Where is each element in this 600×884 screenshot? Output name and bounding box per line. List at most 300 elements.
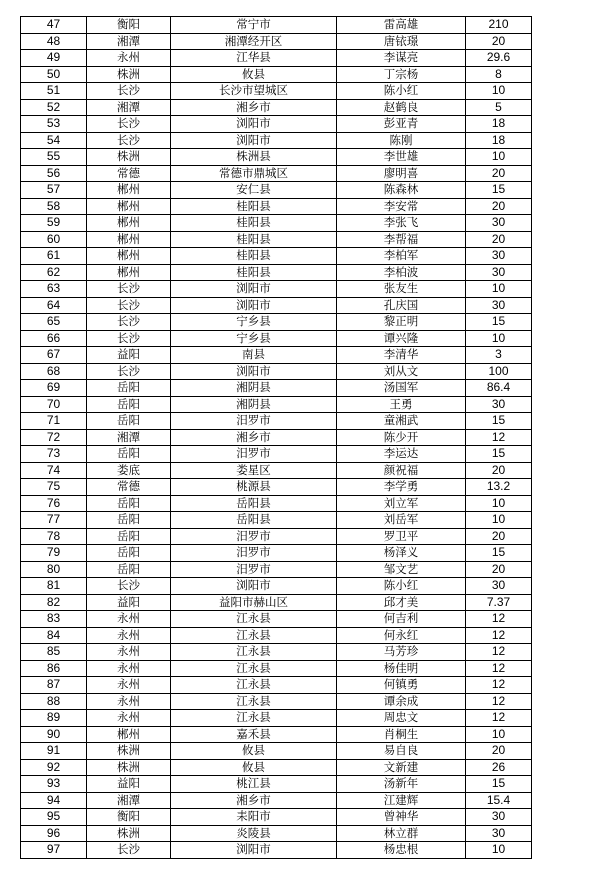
amount-cell: 10 [466,495,532,512]
row-number-cell: 54 [21,132,87,149]
table-row [21,710,532,727]
county-cell: 江永县 [171,710,337,727]
amount-cell: 30 [466,264,532,281]
row-number-cell: 84 [21,627,87,644]
row-number-cell: 51 [21,83,87,100]
table-row [21,495,532,512]
table-row [21,347,532,364]
name-cell: 颜祝福 [337,462,466,479]
table-row [21,594,532,611]
amount-cell: 30 [466,248,532,265]
amount-cell: 18 [466,116,532,133]
table-row [21,116,532,133]
amount-cell: 12 [466,660,532,677]
name-cell: 杨佳明 [337,660,466,677]
row-number-cell: 74 [21,462,87,479]
table-row [21,578,532,595]
city-cell: 永州 [87,627,171,644]
name-cell: 何吉利 [337,611,466,628]
county-cell: 娄星区 [171,462,337,479]
city-cell: 长沙 [87,842,171,859]
city-cell: 常德 [87,165,171,182]
row-number-cell: 57 [21,182,87,199]
city-cell: 长沙 [87,314,171,331]
row-number-cell: 96 [21,825,87,842]
row-number-cell: 81 [21,578,87,595]
table-row [21,149,532,166]
city-cell: 永州 [87,644,171,661]
county-cell: 江永县 [171,677,337,694]
name-cell: 雷高雄 [337,17,466,34]
county-cell: 江永县 [171,644,337,661]
table-row [21,380,532,397]
amount-cell: 12 [466,710,532,727]
amount-cell: 10 [466,512,532,529]
table-row [21,446,532,463]
county-cell: 攸县 [171,759,337,776]
name-cell: 何镇勇 [337,677,466,694]
row-number-cell: 64 [21,297,87,314]
county-cell: 湘潭经开区 [171,33,337,50]
amount-cell: 12 [466,693,532,710]
row-number-cell: 49 [21,50,87,67]
row-number-cell: 77 [21,512,87,529]
amount-cell: 86.4 [466,380,532,397]
amount-cell: 20 [466,33,532,50]
amount-cell: 15 [466,413,532,430]
county-cell: 岳阳县 [171,495,337,512]
name-cell: 陈少开 [337,429,466,446]
amount-cell: 10 [466,726,532,743]
amount-cell: 29.6 [466,50,532,67]
name-cell: 李运达 [337,446,466,463]
table-row [21,413,532,430]
row-number-cell: 88 [21,693,87,710]
row-number-cell: 61 [21,248,87,265]
name-cell: 赵鹤良 [337,99,466,116]
name-cell: 汤新年 [337,776,466,793]
row-number-cell: 75 [21,479,87,496]
county-cell: 桂阳县 [171,264,337,281]
county-cell: 益阳市赫山区 [171,594,337,611]
city-cell: 永州 [87,611,171,628]
table-row [21,363,532,380]
name-cell: 李张飞 [337,215,466,232]
amount-cell: 13.2 [466,479,532,496]
city-cell: 湘潭 [87,33,171,50]
row-number-cell: 79 [21,545,87,562]
county-cell: 桂阳县 [171,231,337,248]
amount-cell: 15.4 [466,792,532,809]
name-cell: 何永红 [337,627,466,644]
name-cell: 王勇 [337,396,466,413]
county-cell: 江永县 [171,611,337,628]
row-number-cell: 71 [21,413,87,430]
name-cell: 刘从文 [337,363,466,380]
table-row [21,660,532,677]
table-row [21,677,532,694]
table-row [21,297,532,314]
city-cell: 永州 [87,660,171,677]
amount-cell: 26 [466,759,532,776]
city-cell: 长沙 [87,578,171,595]
table-row [21,330,532,347]
county-cell: 浏阳市 [171,132,337,149]
amount-cell: 10 [466,842,532,859]
city-cell: 益阳 [87,776,171,793]
amount-cell: 10 [466,330,532,347]
city-cell: 常德 [87,479,171,496]
amount-cell: 210 [466,17,532,34]
city-cell: 益阳 [87,347,171,364]
city-cell: 岳阳 [87,396,171,413]
name-cell: 文新建 [337,759,466,776]
row-number-cell: 94 [21,792,87,809]
name-cell: 李安常 [337,198,466,215]
table-row [21,726,532,743]
county-cell: 耒阳市 [171,809,337,826]
county-cell: 浏阳市 [171,297,337,314]
table-row [21,842,532,859]
city-cell: 长沙 [87,83,171,100]
amount-cell: 15 [466,182,532,199]
row-number-cell: 92 [21,759,87,776]
table-row [21,644,532,661]
city-cell: 长沙 [87,297,171,314]
name-cell: 杨泽义 [337,545,466,562]
row-number-cell: 60 [21,231,87,248]
amount-cell: 12 [466,611,532,628]
city-cell: 永州 [87,710,171,727]
table-row [21,429,532,446]
row-number-cell: 76 [21,495,87,512]
name-cell: 黎正明 [337,314,466,331]
table-row [21,809,532,826]
table-row [21,512,532,529]
row-number-cell: 86 [21,660,87,677]
city-cell: 长沙 [87,132,171,149]
name-cell: 杨忠根 [337,842,466,859]
amount-cell: 15 [466,776,532,793]
city-cell: 岳阳 [87,512,171,529]
row-number-cell: 78 [21,528,87,545]
amount-cell: 30 [466,297,532,314]
amount-cell: 30 [466,825,532,842]
row-number-cell: 90 [21,726,87,743]
table-row [21,50,532,67]
amount-cell: 18 [466,132,532,149]
amount-cell: 20 [466,528,532,545]
county-cell: 常德市鼎城区 [171,165,337,182]
name-cell: 张友生 [337,281,466,298]
city-cell: 永州 [87,693,171,710]
county-cell: 汨罗市 [171,413,337,430]
city-cell: 岳阳 [87,561,171,578]
city-cell: 长沙 [87,116,171,133]
name-cell: 李清华 [337,347,466,364]
city-cell: 衡阳 [87,17,171,34]
city-cell: 长沙 [87,281,171,298]
amount-cell: 5 [466,99,532,116]
city-cell: 株洲 [87,149,171,166]
name-cell: 李谋亮 [337,50,466,67]
row-number-cell: 72 [21,429,87,446]
county-cell: 嘉禾县 [171,726,337,743]
name-cell: 唐铱璟 [337,33,466,50]
city-cell: 永州 [87,50,171,67]
county-cell: 长沙市望城区 [171,83,337,100]
county-cell: 江永县 [171,660,337,677]
table-row [21,792,532,809]
name-cell: 马芳珍 [337,644,466,661]
row-number-cell: 47 [21,17,87,34]
amount-cell: 20 [466,462,532,479]
amount-cell: 15 [466,314,532,331]
table-row [21,479,532,496]
table-row [21,132,532,149]
county-cell: 浏阳市 [171,281,337,298]
table-row [21,215,532,232]
amount-cell: 30 [466,215,532,232]
county-cell: 汨罗市 [171,561,337,578]
amount-cell: 20 [466,231,532,248]
name-cell: 江建辉 [337,792,466,809]
amount-cell: 20 [466,743,532,760]
amount-cell: 100 [466,363,532,380]
name-cell: 童湘武 [337,413,466,430]
name-cell: 陈小红 [337,578,466,595]
row-number-cell: 67 [21,347,87,364]
table-row [21,281,532,298]
county-cell: 浏阳市 [171,578,337,595]
amount-cell: 3 [466,347,532,364]
city-cell: 湘潭 [87,429,171,446]
name-cell: 李学勇 [337,479,466,496]
table-row [21,198,532,215]
city-cell: 郴州 [87,726,171,743]
name-cell: 李柏军 [337,248,466,265]
row-number-cell: 85 [21,644,87,661]
county-cell: 攸县 [171,66,337,83]
amount-cell: 20 [466,198,532,215]
row-number-cell: 62 [21,264,87,281]
amount-cell: 15 [466,446,532,463]
county-cell: 安仁县 [171,182,337,199]
name-cell: 孔庆国 [337,297,466,314]
table-row [21,396,532,413]
city-cell: 郴州 [87,182,171,199]
county-cell: 江永县 [171,693,337,710]
row-number-cell: 55 [21,149,87,166]
county-cell: 浏阳市 [171,842,337,859]
county-cell: 桂阳县 [171,248,337,265]
table-row [21,248,532,265]
table-row [21,743,532,760]
amount-cell: 8 [466,66,532,83]
row-number-cell: 82 [21,594,87,611]
city-cell: 郴州 [87,215,171,232]
row-number-cell: 68 [21,363,87,380]
table-row [21,528,532,545]
name-cell: 刘立军 [337,495,466,512]
row-number-cell: 93 [21,776,87,793]
county-cell: 宁乡县 [171,314,337,331]
row-number-cell: 69 [21,380,87,397]
county-cell: 宁乡县 [171,330,337,347]
city-cell: 郴州 [87,231,171,248]
amount-cell: 12 [466,644,532,661]
amount-cell: 12 [466,429,532,446]
row-number-cell: 91 [21,743,87,760]
name-cell: 廖明喜 [337,165,466,182]
amount-cell: 20 [466,165,532,182]
amount-cell: 7.37 [466,594,532,611]
table-row [21,165,532,182]
county-cell: 汨罗市 [171,446,337,463]
table-row [21,66,532,83]
name-cell: 谭兴隆 [337,330,466,347]
table-row [21,314,532,331]
city-cell: 郴州 [87,264,171,281]
name-cell: 陈小红 [337,83,466,100]
name-cell: 罗卫平 [337,528,466,545]
amount-cell: 10 [466,83,532,100]
name-cell: 李帮福 [337,231,466,248]
name-cell: 谭余成 [337,693,466,710]
county-cell: 桃源县 [171,479,337,496]
row-number-cell: 89 [21,710,87,727]
name-cell: 陈刚 [337,132,466,149]
city-cell: 岳阳 [87,413,171,430]
city-cell: 岳阳 [87,495,171,512]
city-cell: 湘潭 [87,792,171,809]
name-cell: 周忠文 [337,710,466,727]
row-number-cell: 52 [21,99,87,116]
table-row [21,759,532,776]
row-number-cell: 58 [21,198,87,215]
city-cell: 衡阳 [87,809,171,826]
donation-table [20,16,532,859]
row-number-cell: 50 [21,66,87,83]
name-cell: 李柏波 [337,264,466,281]
amount-cell: 30 [466,578,532,595]
table-row [21,693,532,710]
city-cell: 娄底 [87,462,171,479]
table-row [21,545,532,562]
county-cell: 汨罗市 [171,545,337,562]
name-cell: 易自良 [337,743,466,760]
amount-cell: 12 [466,627,532,644]
name-cell: 曾神华 [337,809,466,826]
table-row [21,99,532,116]
row-number-cell: 87 [21,677,87,694]
row-number-cell: 97 [21,842,87,859]
amount-cell: 15 [466,545,532,562]
table-row [21,17,532,34]
table-row [21,627,532,644]
county-cell: 桃江县 [171,776,337,793]
city-cell: 湘潭 [87,99,171,116]
row-number-cell: 95 [21,809,87,826]
row-number-cell: 53 [21,116,87,133]
row-number-cell: 48 [21,33,87,50]
row-number-cell: 70 [21,396,87,413]
row-number-cell: 73 [21,446,87,463]
row-number-cell: 59 [21,215,87,232]
table-row [21,264,532,281]
county-cell: 湘阴县 [171,396,337,413]
county-cell: 浏阳市 [171,116,337,133]
row-number-cell: 80 [21,561,87,578]
amount-cell: 10 [466,149,532,166]
city-cell: 长沙 [87,330,171,347]
county-cell: 湘乡市 [171,99,337,116]
county-cell: 攸县 [171,743,337,760]
table-row [21,462,532,479]
amount-cell: 10 [466,281,532,298]
county-cell: 株洲县 [171,149,337,166]
table-body [21,17,532,859]
table-row [21,231,532,248]
name-cell: 丁宗杨 [337,66,466,83]
row-number-cell: 65 [21,314,87,331]
name-cell: 刘岳军 [337,512,466,529]
table-row [21,776,532,793]
amount-cell: 30 [466,396,532,413]
table-row [21,33,532,50]
table-row [21,83,532,100]
name-cell: 肖桐生 [337,726,466,743]
table-row [21,825,532,842]
city-cell: 永州 [87,677,171,694]
county-cell: 江华县 [171,50,337,67]
county-cell: 湘乡市 [171,792,337,809]
city-cell: 长沙 [87,363,171,380]
amount-cell: 20 [466,561,532,578]
name-cell: 邹文艺 [337,561,466,578]
county-cell: 江永县 [171,627,337,644]
table-row [21,561,532,578]
county-cell: 桂阳县 [171,215,337,232]
county-cell: 浏阳市 [171,363,337,380]
county-cell: 湘阴县 [171,380,337,397]
city-cell: 株洲 [87,743,171,760]
city-cell: 岳阳 [87,446,171,463]
name-cell: 彭亚青 [337,116,466,133]
table-row [21,611,532,628]
city-cell: 株洲 [87,759,171,776]
county-cell: 南县 [171,347,337,364]
name-cell: 李世雄 [337,149,466,166]
city-cell: 岳阳 [87,545,171,562]
city-cell: 益阳 [87,594,171,611]
name-cell: 汤国军 [337,380,466,397]
row-number-cell: 63 [21,281,87,298]
county-cell: 炎陵县 [171,825,337,842]
county-cell: 汨罗市 [171,528,337,545]
row-number-cell: 56 [21,165,87,182]
city-cell: 岳阳 [87,528,171,545]
table-row [21,182,532,199]
county-cell: 岳阳县 [171,512,337,529]
city-cell: 郴州 [87,198,171,215]
county-cell: 常宁市 [171,17,337,34]
amount-cell: 12 [466,677,532,694]
amount-cell: 30 [466,809,532,826]
row-number-cell: 83 [21,611,87,628]
name-cell: 陈森林 [337,182,466,199]
city-cell: 株洲 [87,825,171,842]
